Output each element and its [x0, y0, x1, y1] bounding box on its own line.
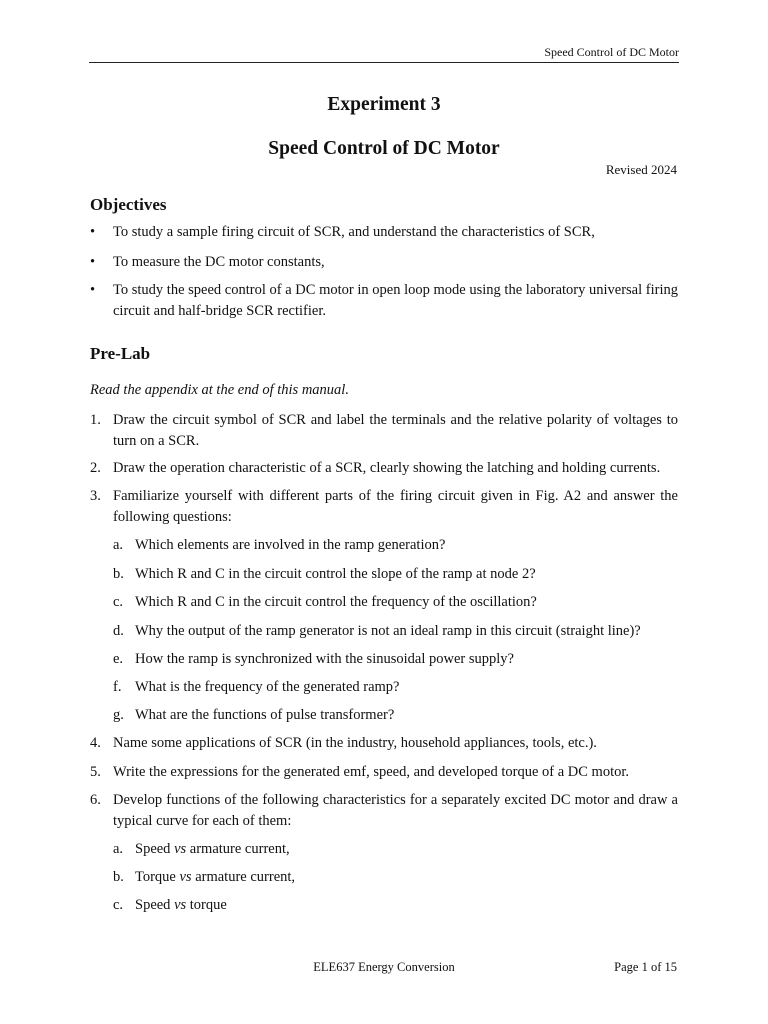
- prelab-item: [90, 733, 678, 754]
- footer-course: ELE637 Energy Conversion: [313, 960, 455, 974]
- item-text: Name some applications of SCR (in the industry, household appliances, tools, etc.).: [113, 735, 597, 751]
- page-number: Page 1 of 15: [614, 960, 677, 974]
- sub-item: [113, 649, 678, 670]
- sub-item: [113, 535, 678, 556]
- objective-text: To study the speed control of a DC motor in open loop mode using the laboratory universal firing circuit and half-bridge SCR rectifier.: [113, 282, 678, 319]
- item-number: 6.: [90, 792, 101, 808]
- prelab-item: [90, 458, 678, 479]
- prelab-note: Read the appendix at the end of this manual.: [90, 382, 349, 398]
- sub-letter: e.: [113, 651, 124, 667]
- sub-letter: c.: [113, 897, 124, 913]
- revised-note: Revised 2024: [605, 162, 677, 177]
- sub-item: [113, 867, 678, 888]
- prelab-item: [90, 410, 678, 452]
- prelab-item: [90, 790, 678, 832]
- sub-letter: g.: [113, 707, 124, 723]
- item-number: 5.: [90, 764, 101, 780]
- sub-item: [113, 839, 678, 860]
- sub-text: Speed vs armature current,: [135, 841, 290, 857]
- bullet-icon: •: [90, 224, 96, 240]
- prelab-heading: Pre-Lab: [90, 344, 151, 363]
- sub-text: Why the output of the ramp generator is not an ideal ramp in this circuit (straight line)?: [135, 623, 641, 639]
- sub-letter: f.: [113, 679, 122, 695]
- item-number: 3.: [90, 488, 101, 504]
- item-number: 4.: [90, 735, 101, 751]
- sub-item: [113, 564, 678, 585]
- header-rule: [89, 62, 679, 63]
- sub-letter: a.: [113, 841, 124, 857]
- sub-item: [113, 621, 678, 642]
- sub-letter: b.: [113, 869, 124, 885]
- sub-letter: d.: [113, 623, 124, 639]
- objective-item: [90, 222, 678, 243]
- sub-letter: b.: [113, 566, 124, 582]
- sub-text: Which R and C in the circuit control the slope of the ramp at node 2?: [135, 566, 536, 582]
- item-text: Familiarize yourself with different parts of the firing circuit given in Fig. A2 and answer the following questions:: [113, 488, 678, 525]
- running-header: Speed Control of DC Motor: [544, 45, 679, 59]
- sub-letter: c.: [113, 594, 124, 610]
- sub-text: How the ramp is synchronized with the sinusoidal power supply?: [135, 651, 514, 667]
- sub-text: Torque vs armature current,: [135, 869, 296, 885]
- sub-item: [113, 677, 678, 698]
- sub-letter: a.: [113, 537, 124, 553]
- objective-text: To study a sample firing circuit of SCR, and understand the characteristics of SCR,: [113, 224, 595, 240]
- objective-item: [90, 252, 678, 273]
- bullet-icon: •: [90, 282, 96, 298]
- sub-text: Speed vs torque: [135, 897, 227, 913]
- prelab-item: [90, 486, 678, 528]
- document-title: Speed Control of DC Motor: [268, 138, 500, 159]
- objectives-heading: Objectives: [90, 195, 167, 214]
- objective-item: [90, 280, 678, 322]
- experiment-title: Experiment 3: [327, 94, 441, 115]
- item-text: Develop functions of the following characteristics for a separately excited DC motor and draw a typical curve for each of them:: [113, 792, 678, 829]
- prelab-item: [90, 762, 678, 783]
- item-text: Draw the circuit symbol of SCR and label the terminals and the relative polarity of voltages to turn on a SCR.: [113, 412, 678, 449]
- sub-item: [113, 592, 678, 613]
- bullet-icon: •: [90, 254, 96, 270]
- item-text: Write the expressions for the generated emf, speed, and developed torque of a DC motor.: [113, 764, 630, 780]
- sub-text: What is the frequency of the generated ramp?: [135, 679, 400, 695]
- item-number: 1.: [90, 412, 101, 428]
- sub-text: Which elements are involved in the ramp generation?: [135, 537, 446, 553]
- sub-item: [113, 705, 678, 726]
- objective-text: To measure the DC motor constants,: [113, 254, 325, 270]
- item-text: Draw the operation characteristic of a SCR, clearly showing the latching and holding currents.: [113, 460, 661, 476]
- item-number: 2.: [90, 460, 101, 476]
- sub-text: What are the functions of pulse transformer?: [135, 707, 395, 723]
- sub-item: [113, 895, 678, 916]
- sub-text: Which R and C in the circuit control the frequency of the oscillation?: [135, 594, 537, 610]
